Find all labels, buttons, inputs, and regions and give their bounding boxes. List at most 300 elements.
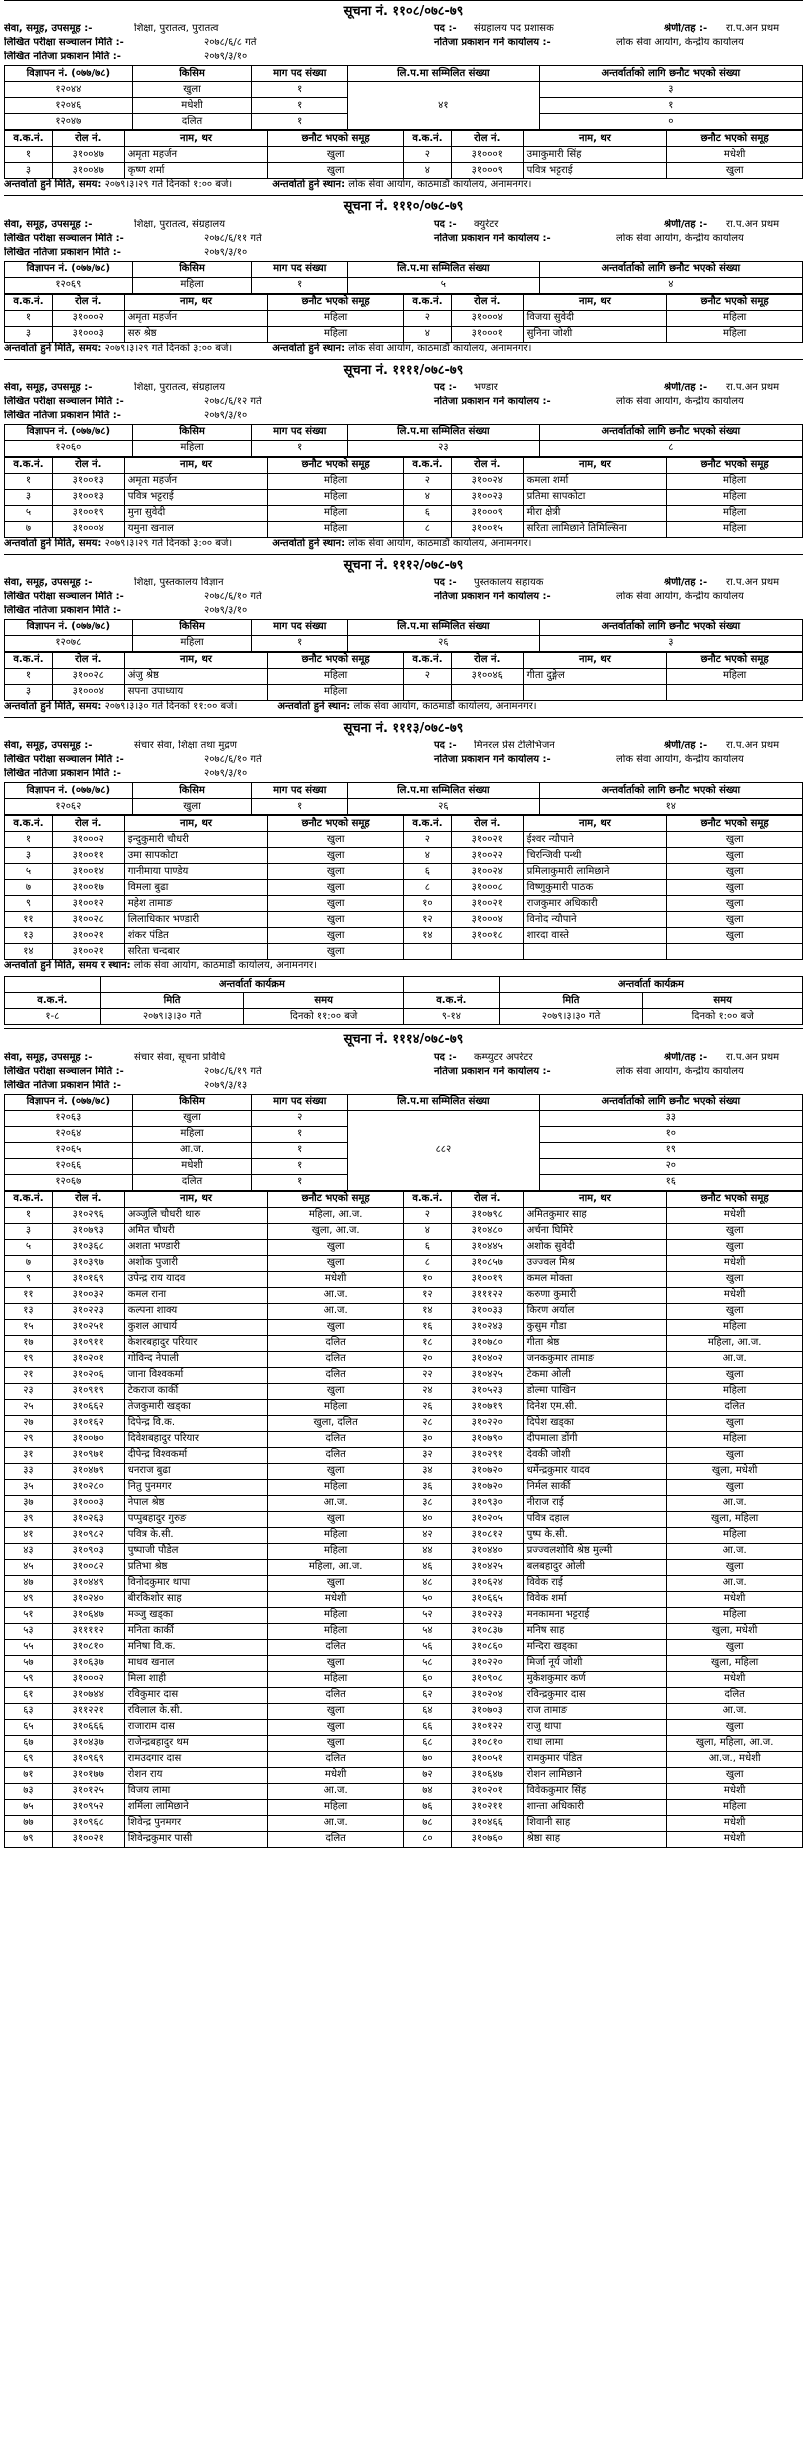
serial-number: १८ [403, 1335, 451, 1351]
roll-number: ३१०७८० [451, 1335, 523, 1351]
serial-number: ७९ [5, 1831, 53, 1847]
venue-value: लोक सेवा आयोग, काठमाडौं कार्यालय, अनामनगर। [348, 342, 532, 354]
post-value: क्युरेटर [474, 218, 499, 230]
advertisement-header-row [5, 620, 803, 636]
advertisement-row [5, 82, 803, 98]
selected-group: मधेशी [667, 1591, 803, 1607]
candidate-name: तेजकुमारी खड्का [124, 1399, 268, 1415]
candidate-name: इन्दुकुमारी चौधरी [124, 832, 268, 848]
serial-number: ४९ [5, 1591, 53, 1607]
serial-number: ३३ [5, 1463, 53, 1479]
candidate-name: विवेक शर्मा [523, 1591, 667, 1607]
candidate-name: रोशन लामिछाने [523, 1767, 667, 1783]
roll-number: ३१०००९ [451, 163, 523, 179]
roll-number: ३११११२ [52, 1623, 124, 1639]
column-header: अन्तर्वार्ताको लागि छनौट भएको संख्या [539, 261, 802, 277]
candidate-name: लिलाधिकार भण्डारी [124, 912, 268, 928]
roll-number: ३१०९१९ [52, 1383, 124, 1399]
roll-number: ३१०६४७ [451, 1767, 523, 1783]
selected-group: महिला [667, 1431, 803, 1447]
selected-group: मधेशी [667, 147, 803, 163]
selected-group: आ.ज., मधेशी [667, 1751, 803, 1767]
table-row [5, 1559, 803, 1575]
post-value: संग्रहालय पद प्रशासक [474, 23, 554, 35]
serial-number: ९ [5, 1271, 53, 1287]
selected-group: आ.ज. [268, 1783, 404, 1799]
column-header: माग पद संख्या [252, 66, 348, 82]
column-header: नाम, थर [523, 1191, 667, 1207]
serial-number: १ [5, 473, 53, 489]
column-header: छनौट भएको समूह [268, 653, 404, 669]
candidate-name: माधव खनाल [124, 1655, 268, 1671]
candidate-name: दिवेशबहादुर परियार [124, 1431, 268, 1447]
column-header: नाम, थर [124, 653, 268, 669]
notice-header-line [4, 51, 803, 65]
table-row [5, 1335, 803, 1351]
selected-group: महिला [268, 1607, 404, 1623]
candidate-name: अशोक पुजारी [124, 1255, 268, 1271]
serial-number: ८ [403, 1255, 451, 1271]
advertisement-row [5, 799, 803, 815]
selected-group: मधेशी [667, 1815, 803, 1831]
selected-group: खुला [268, 912, 404, 928]
interview-datetime: २०७९।३।२९ गते दिनको ३:०० बजे। [104, 342, 233, 354]
serial-number: २ [403, 832, 451, 848]
serial-number: ५ [5, 505, 53, 521]
column-header: नाम, थर [124, 816, 268, 832]
selected-group: महिला [268, 521, 404, 537]
roll-number: ३१०८३७ [451, 1623, 523, 1639]
roll-number: ३१०२८० [52, 1479, 124, 1495]
selected-count: १४ [539, 799, 802, 815]
selected-group: खुला [667, 1303, 803, 1319]
candidate-name: दीपमाला डोंगी [523, 1431, 667, 1447]
advertisement-number: १२०४७ [5, 114, 133, 130]
candidate-name: विष्णुकुमारी पाठक [523, 880, 667, 896]
roll-number: ३१०८५७ [451, 1255, 523, 1271]
serial-number [403, 944, 451, 960]
exam-date-label: लिखित परीक्षा सञ्चालन मिति :- [4, 37, 124, 49]
serial-number: ६४ [403, 1703, 451, 1719]
column-header: लि.प.मा सम्मिलित संख्या [348, 1094, 540, 1110]
appeared-count: ५ [348, 277, 540, 293]
selected-group: खुला [268, 1735, 404, 1751]
roll-number: ३१००८२ [52, 1559, 124, 1575]
roll-number: ३१०००३ [52, 326, 124, 342]
serial-number: ६३ [5, 1703, 53, 1719]
roll-number: ३१००२८ [52, 912, 124, 928]
candidate-name: अमृता महर्जन [124, 473, 268, 489]
result-date-label: लिखित नतिजा प्रकाशन मिति :- [4, 246, 121, 258]
serial-number: २४ [403, 1383, 451, 1399]
roll-number: ३१०२०१ [52, 1351, 124, 1367]
roll-number: ३१००२३ [451, 489, 523, 505]
demand-count: १ [252, 277, 348, 293]
table-row [5, 1719, 803, 1735]
candidate-name: मनिषा वि.क. [124, 1639, 268, 1655]
service-label: सेवा, समूह, उपसमूह :- [4, 23, 93, 35]
selected-group: महिला [268, 1671, 404, 1687]
candidate-name: गीता श्रेष्ठ [523, 1335, 667, 1351]
selected-count: ८ [539, 440, 802, 456]
result-date-label: लिखित नतिजा प्रकाशन मिति :- [4, 51, 121, 63]
column-header: रोल नं. [451, 653, 523, 669]
serial-number: ७७ [5, 1815, 53, 1831]
selected-group: खुला [667, 1367, 803, 1383]
table-row [5, 928, 803, 944]
result-date-label: लिखित नतिजा प्रकाशन मिति :- [4, 605, 121, 616]
interview-label: अन्तर्वार्ता हुने मिति, समय: [4, 179, 102, 191]
schedule-cell: दिनको १:०० बजे [643, 1009, 803, 1025]
post-label: पद :- [434, 1051, 457, 1063]
serial-number: १३ [5, 928, 53, 944]
venue-label: अन्तर्वार्ता हुने स्थान: [272, 179, 346, 191]
table-row [5, 310, 803, 326]
roll-number: ३१११२२ [451, 1287, 523, 1303]
roll-number: ३१००२१ [451, 832, 523, 848]
column-header: लि.प.मा सम्मिलित संख्या [348, 783, 540, 799]
serial-number: ६ [403, 505, 451, 521]
roll-number: ३१००२८ [52, 669, 124, 685]
table-row [5, 1527, 803, 1543]
roll-number: ३१०४४० [451, 1543, 523, 1559]
office-value: लोक सेवा आयोग, केन्द्रीय कार्यालय [616, 232, 744, 244]
serial-number: ५१ [5, 1607, 53, 1623]
roll-number: ३१०९३० [451, 1495, 523, 1511]
table-row [5, 1479, 803, 1495]
serial-number: १० [403, 1271, 451, 1287]
selected-group: मधेशी [667, 1207, 803, 1223]
selected-group: दलित [268, 1447, 404, 1463]
candidate-name: रविलाल के.सी. [124, 1703, 268, 1719]
roll-number: ३१०८१० [52, 1639, 124, 1655]
class-label: श्रेणी/तह :- [664, 23, 708, 35]
result-notice-page [4, 0, 803, 1848]
roll-number: ३१०६४७ [52, 1607, 124, 1623]
office-label: नतिजा प्रकाशन गर्ने कार्यालय :- [434, 37, 551, 49]
serial-number: ४ [403, 163, 451, 179]
office-label: नतिजा प्रकाशन गर्ने कार्यालय :- [434, 395, 551, 407]
selected-group: महिला [667, 326, 803, 342]
advertisement-number: १२०६९ [5, 277, 133, 293]
column-header: रोल नं. [451, 816, 523, 832]
table-row [5, 1303, 803, 1319]
venue-label: अन्तर्वार्ता हुने स्थान: [277, 701, 351, 712]
serial-number: १४ [403, 928, 451, 944]
result-date-value: २०७९/३/१० [204, 409, 248, 421]
table-row [5, 1511, 803, 1527]
selected-group [667, 685, 803, 701]
class-label: श्रेणी/तह :- [664, 381, 708, 393]
roll-number: ३१०००४ [52, 685, 124, 701]
service-value: शिक्षा, पुरातत्व, संग्रहालय [134, 381, 226, 393]
table-row [5, 1319, 803, 1335]
notice-title: सूचना नं. ११११/०७८-७९ [343, 362, 464, 378]
selected-group: खुला [667, 848, 803, 864]
column-header: अन्तर्वार्ताको लागि छनौट भएको संख्या [539, 424, 802, 440]
candidate-name: निर्मल सार्की [523, 1479, 667, 1495]
roll-number [451, 685, 523, 701]
serial-number: ३६ [403, 1479, 451, 1495]
serial-number: २५ [5, 1399, 53, 1415]
office-value: लोक सेवा आयोग, केन्द्रीय कार्यालय [616, 37, 744, 49]
candidate-name: करुणा कुमारी [523, 1287, 667, 1303]
serial-number: २० [403, 1351, 451, 1367]
roll-number: ३१००१९ [451, 1271, 523, 1287]
selected-group: महिला [268, 310, 404, 326]
roll-number: ३१०२०६ [52, 1367, 124, 1383]
exam-date-value: २०७८/६/११ गते [204, 232, 262, 244]
table-row [5, 1207, 803, 1223]
interview-datetime: २०७९।३।२९ गते दिनको ३:०० बजे। [104, 537, 233, 549]
serial-number: ७५ [5, 1799, 53, 1815]
roll-number: ३१००१५ [451, 521, 523, 537]
results-table [4, 1191, 803, 1848]
post-label: पद :- [434, 577, 457, 588]
column-header: माग पद संख्या [252, 424, 348, 440]
exam-date-label: लिखित परीक्षा सञ्चालन मिति :- [4, 1065, 124, 1077]
column-header: व.क.नं. [403, 653, 451, 669]
exam-date-label: लिखित परीक्षा सञ्चालन मिति :- [4, 395, 124, 407]
table-row [5, 505, 803, 521]
candidate-name: अमृता महर्जन [124, 147, 268, 163]
column-header: विज्ञापन नं. (०७७/७८) [5, 620, 133, 636]
serial-number: ७१ [5, 1767, 53, 1783]
roll-number: ३१०२९६ [52, 1207, 124, 1223]
selected-group: खुला [268, 864, 404, 880]
serial-number: ७ [5, 880, 53, 896]
column-header: किसिम [132, 424, 252, 440]
serial-number: ४४ [403, 1543, 451, 1559]
serial-number: ५९ [5, 1671, 53, 1687]
office-label: नतिजा प्रकाशन गर्ने कार्यालय :- [434, 754, 551, 766]
selected-group: महिला [667, 1319, 803, 1335]
roll-number: ३१०२२३ [451, 1607, 523, 1623]
candidate-name: श्रेष्ठा साह [523, 1831, 667, 1847]
roll-number: ३१०६६२ [52, 1399, 124, 1415]
table-row [5, 880, 803, 896]
results-header-row [5, 457, 803, 473]
column-header: व.क.नं. [5, 653, 53, 669]
roll-number: ३१०४८० [451, 1223, 523, 1239]
selected-group: आ.ज. [667, 1351, 803, 1367]
selected-group: खुला [667, 864, 803, 880]
candidate-name: सरिता लामिछाने तिमिल्सिना [523, 521, 667, 537]
advertisement-number: १२०६३ [5, 1110, 133, 1126]
result-date-label: लिखित नतिजा प्रकाशन मिति :- [4, 1079, 121, 1091]
column-header: छनौट भएको समूह [667, 131, 803, 147]
roll-number: ३१०९६९ [52, 1751, 124, 1767]
table-row [5, 1351, 803, 1367]
notice-header-line [4, 247, 803, 261]
serial-number: ६९ [5, 1751, 53, 1767]
post-value: पुस्तकालय सहायक [474, 577, 544, 588]
table-row [5, 1399, 803, 1415]
selected-group: खुला [268, 832, 404, 848]
serial-number: २ [403, 147, 451, 163]
advertisement-header-row [5, 424, 803, 440]
serial-number: ७० [403, 1751, 451, 1767]
candidate-name: प्रमिलाकुमारी लामिछाने [523, 864, 667, 880]
selected-group: खुला, महिला, आ.ज. [667, 1735, 803, 1751]
demand-count: १ [252, 82, 348, 98]
advertisement-row [5, 1110, 803, 1126]
serial-number: ४२ [403, 1527, 451, 1543]
candidate-name: रामउदगार दास [124, 1751, 268, 1767]
column-header: नाम, थर [124, 457, 268, 473]
notice-header-line [4, 37, 803, 51]
serial-number: १७ [5, 1335, 53, 1351]
candidate-name: कमल मोक्ता [523, 1271, 667, 1287]
serial-number: २ [403, 669, 451, 685]
column-header: रोल नं. [52, 131, 124, 147]
post-value: भण्डार [474, 381, 498, 393]
schedule-cell: १-८ [5, 1009, 101, 1025]
interview-schedule-table [4, 976, 803, 1025]
column-header: व.क.नं. [403, 294, 451, 310]
demand-count: १ [252, 440, 348, 456]
selected-group: खुला [667, 1719, 803, 1735]
selected-group [667, 944, 803, 960]
roll-number: ३१०७६० [451, 1831, 523, 1847]
serial-number: ७२ [403, 1767, 451, 1783]
selected-count: ३३ [539, 1110, 802, 1126]
selected-group: महिला [667, 1527, 803, 1543]
demand-count: १ [252, 1142, 348, 1158]
advertisement-number: १२०६० [5, 440, 133, 456]
office-value: लोक सेवा आयोग, केन्द्रीय कार्यालय [616, 591, 744, 602]
table-row [5, 147, 803, 163]
selected-group: खुला [268, 944, 404, 960]
roll-number: ३१०२२३ [52, 1303, 124, 1319]
roll-number: ३१०८१२ [451, 1527, 523, 1543]
roll-number: ३१००११ [52, 848, 124, 864]
table-row [5, 1703, 803, 1719]
roll-number: ३१०४४५ [451, 1239, 523, 1255]
column-header: छनौट भएको समूह [667, 816, 803, 832]
roll-number: ३१०७९८ [451, 1207, 523, 1223]
selected-group: महिला [667, 521, 803, 537]
exam-date-label: लिखित परीक्षा सञ्चालन मिति :- [4, 232, 124, 244]
roll-number: ३१०४२५ [451, 1559, 523, 1575]
column-header: माग पद संख्या [252, 1094, 348, 1110]
serial-number: ३८ [403, 1495, 451, 1511]
roll-number: ३१००४७ [52, 147, 124, 163]
candidate-name: उमा सापकोटा [124, 848, 268, 864]
selected-count: १ [539, 98, 802, 114]
roll-number: ३१००२४ [451, 473, 523, 489]
candidate-name: देवकी जोशी [523, 1447, 667, 1463]
column-header: रोल नं. [451, 294, 523, 310]
selected-count: ० [539, 114, 802, 130]
roll-number: ३१०६६६ [52, 1719, 124, 1735]
candidate-name: मिर्जा नूर्य जोशी [523, 1655, 667, 1671]
roll-number: ३१०००४ [52, 521, 124, 537]
selected-group: दलित [268, 1639, 404, 1655]
column-header: व.क.नं. [403, 131, 451, 147]
selected-group: महिला [667, 669, 803, 685]
result-notice [4, 0, 803, 195]
serial-number: ६ [403, 864, 451, 880]
column-header: किसिम [132, 620, 252, 636]
results-header-row [5, 816, 803, 832]
column-header: नाम, थर [523, 816, 667, 832]
notice-header-line [4, 1066, 803, 1080]
selected-group: मधेशी [268, 1591, 404, 1607]
column-header: व.क.नं. [403, 816, 451, 832]
candidate-name: राधा लामा [523, 1735, 667, 1751]
roll-number: ३१०७४४ [52, 1687, 124, 1703]
advertisement-header-row [5, 261, 803, 277]
appeared-count: २६ [348, 636, 540, 652]
exam-date-label: लिखित परीक्षा सञ्चालन मिति :- [4, 591, 124, 602]
serial-number: ६६ [403, 1719, 451, 1735]
column-header: व.क.नं. [5, 457, 53, 473]
result-date-label: लिखित नतिजा प्रकाशन मिति :- [4, 409, 121, 421]
candidate-name: राजाराम दास [124, 1719, 268, 1735]
candidate-name: कमला शर्मा [523, 473, 667, 489]
selected-group: खुला [667, 896, 803, 912]
candidate-name: पवित्र भट्टराई [124, 489, 268, 505]
selected-group: खुला [268, 1255, 404, 1271]
candidate-name: राजु थापा [523, 1719, 667, 1735]
class-value: रा.प.अन प्रथम [726, 1051, 780, 1063]
serial-number: १ [5, 1207, 53, 1223]
quota-type: महिला [132, 636, 252, 652]
candidate-name: विनोद न्यौपाने [523, 912, 667, 928]
serial-number: ४८ [403, 1575, 451, 1591]
advertisement-header-row [5, 783, 803, 799]
candidate-name: उज्ज्वल मिश्र [523, 1255, 667, 1271]
result-date-label: लिखित नतिजा प्रकाशन मिति :- [4, 768, 121, 780]
column-header: रोल नं. [52, 294, 124, 310]
table-row [5, 685, 803, 701]
roll-number: ३१०२६३ [52, 1511, 124, 1527]
column-header: अन्तर्वार्ताको लागि छनौट भएको संख्या [539, 620, 802, 636]
notice-title: सूचना नं. ११०८/०७८-७९ [343, 4, 464, 19]
serial-number: १ [5, 310, 53, 326]
roll-number: ३१००३३ [451, 1303, 523, 1319]
candidate-name: मनिता कार्की [124, 1623, 268, 1639]
roll-number: ३१०२५१ [52, 1319, 124, 1335]
serial-number: ३ [5, 489, 53, 505]
notice-header-line [4, 768, 803, 782]
post-label: पद :- [434, 381, 457, 393]
roll-number: ३१०७०३ [451, 1703, 523, 1719]
candidate-name: मुना सुवेदी [124, 505, 268, 521]
column-header: अन्तर्वार्ताको लागि छनौट भएको संख्या [539, 1094, 802, 1110]
service-value: शिक्षा, पुरातत्व, पुरातत्व [134, 23, 219, 35]
quota-type: दलित [132, 114, 252, 130]
interview-label: अन्तर्वार्ता हुने मिति, समय: [4, 342, 102, 354]
candidate-name: अमित चौधरी [124, 1223, 268, 1239]
candidate-name: गोविन्द नेपाली [124, 1351, 268, 1367]
results-header-row [5, 1191, 803, 1207]
candidate-name: उमाकुमारी सिंह [523, 147, 667, 163]
roll-number: ३१०००२ [52, 310, 124, 326]
roll-number: ३१००४७ [52, 163, 124, 179]
column-header: व.क.नं. [5, 1191, 53, 1207]
serial-number: ३ [5, 163, 53, 179]
candidate-name: गीता दुङ्गेल [523, 669, 667, 685]
serial-number: १० [403, 896, 451, 912]
selected-group: महिला [268, 1543, 404, 1559]
column-header: नाम, थर [523, 131, 667, 147]
candidate-name: अमितकुमार साह [523, 1207, 667, 1223]
roll-number: ३१०९०३ [52, 1543, 124, 1559]
quota-type: दलित [132, 1174, 252, 1190]
class-value: रा.प.अन प्रथम [726, 23, 780, 35]
